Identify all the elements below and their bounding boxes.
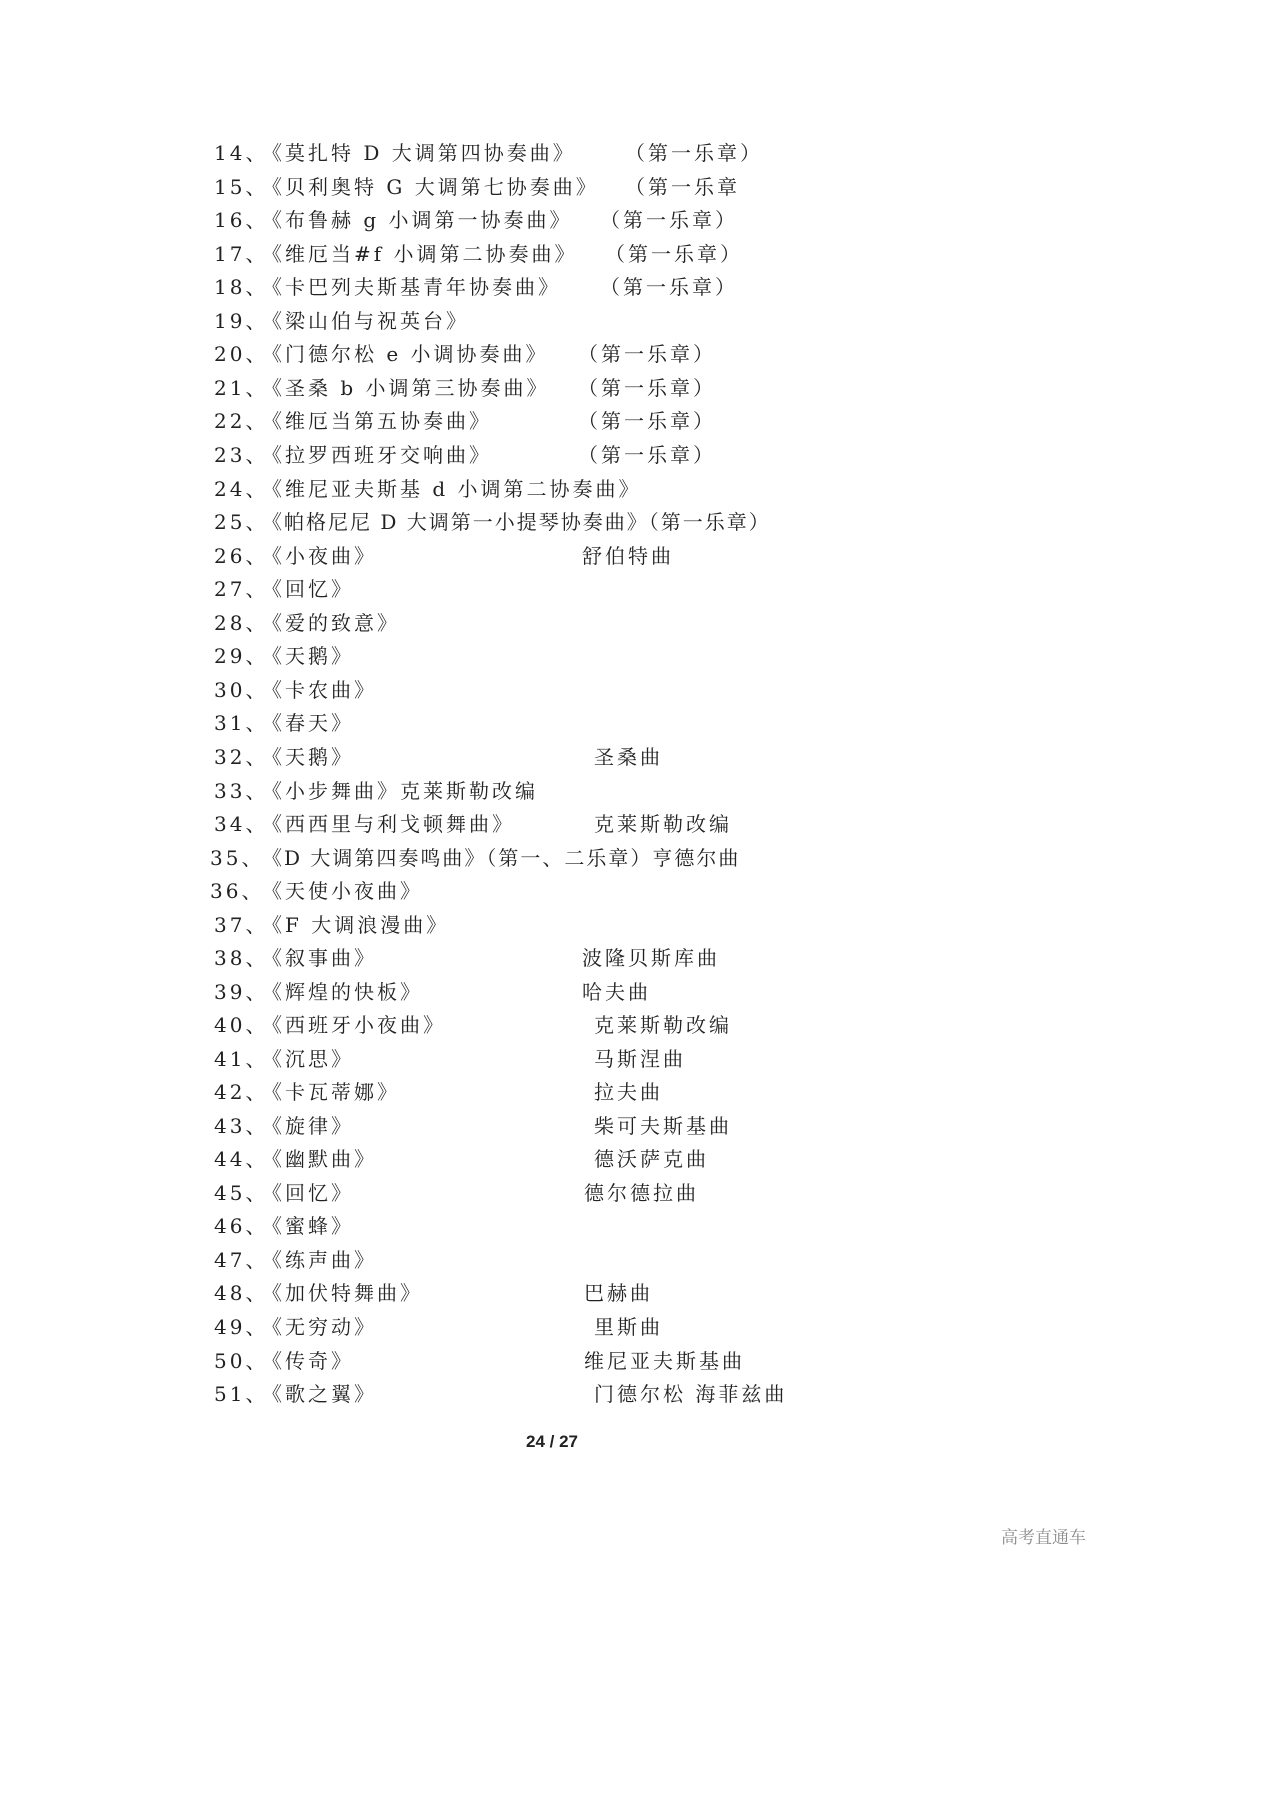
item-note: （第一乐章） [625,141,763,165]
item-title: 《维厄当#f 小调第二协奏曲》 [262,242,578,266]
item-note: （第一乐章 [625,175,740,199]
item-number: 39、 [214,980,269,1004]
item-number: 38、 [214,946,269,970]
item-number: 35、 [210,846,265,870]
list-item [0,1042,1104,1076]
item-title: 《练声曲》 [262,1248,377,1272]
list-item [0,270,1104,304]
item-title: 《回忆》 [262,1181,354,1205]
list-item [0,841,1104,875]
list-item [0,1344,1104,1378]
list-item [0,505,1104,539]
item-title: 《春天》 [262,711,354,735]
item-title: 《维尼亚夫斯基 d 小调第二协奏曲》 [262,477,642,501]
list-item [0,1176,1104,1210]
list-item [0,472,1104,506]
item-number: 28、 [214,611,269,635]
watermark-text: 高考直通车 [1001,1528,1086,1548]
item-number: 37、 [214,913,269,937]
item-title: 《小步舞曲》克莱斯勒改编 [262,779,538,803]
item-title: 《梁山伯与祝英台》 [262,309,469,333]
item-title: 《拉罗西班牙交响曲》 [262,443,492,467]
item-note: （第一乐章） [605,242,743,266]
list-item [0,706,1104,740]
item-note: 门德尔松 海菲兹曲 [594,1382,788,1406]
list-item [0,237,1104,271]
item-number: 22、 [214,409,269,433]
item-title: 《无穷动》 [262,1315,377,1339]
item-title: 《莫扎特 D 大调第四协奏曲》 [262,141,576,165]
item-note: 巴赫曲 [584,1281,653,1305]
item-number: 50、 [214,1349,269,1373]
item-note: 德沃萨克曲 [594,1147,709,1171]
item-number: 41、 [214,1047,269,1071]
item-number: 24、 [214,477,269,501]
item-title: 《D 大调第四奏鸣曲》（第一、二乐章）亨德尔曲 [262,846,741,870]
list-item [0,1142,1104,1176]
item-number: 34、 [214,812,269,836]
list-item [0,1243,1104,1277]
item-note: 克莱斯勒改编 [594,1013,732,1037]
item-number: 15、 [214,175,269,199]
list-item [0,874,1104,908]
item-number: 47、 [214,1248,269,1272]
item-title: 《幽默曲》 [262,1147,377,1171]
item-note: 舒伯特曲 [582,544,674,568]
list-item [0,673,1104,707]
list-item [0,774,1104,808]
item-title: 《卡巴列夫斯基青年协奏曲》 [262,275,561,299]
list-item [0,304,1104,338]
item-number: 25、 [214,510,269,534]
list-item [0,941,1104,975]
item-title: 《蜜蜂》 [262,1214,354,1238]
item-number: 43、 [214,1114,269,1138]
item-title: 《天鹅》 [262,644,354,668]
item-title: 《西西里与利戈顿舞曲》 [262,812,515,836]
item-title: 《维厄当第五协奏曲》 [262,409,492,433]
list-item [0,908,1104,942]
item-title: 《小夜曲》 [262,544,377,568]
list-item [0,371,1104,405]
list-item [0,404,1104,438]
item-number: 20、 [214,342,269,366]
list-item [0,337,1104,371]
item-number: 45、 [214,1181,269,1205]
item-number: 18、 [214,275,269,299]
item-title: 《旋律》 [262,1114,354,1138]
list-item [0,639,1104,673]
item-number: 29、 [214,644,269,668]
item-number: 30、 [214,678,269,702]
item-title: 《卡瓦蒂娜》 [262,1080,400,1104]
item-note: （第一乐章） [578,342,716,366]
list-item [0,740,1104,774]
item-note: 维尼亚夫斯基曲 [584,1349,745,1373]
list-item [0,203,1104,237]
item-title: 《歌之翼》 [262,1382,377,1406]
item-note: （第一乐章） [578,376,716,400]
item-number: 32、 [214,745,269,769]
item-number: 21、 [214,376,269,400]
item-number: 46、 [214,1214,269,1238]
item-number: 26、 [214,544,269,568]
item-number: 51、 [214,1382,269,1406]
list-item [0,1209,1104,1243]
list-item [0,975,1104,1009]
list-item [0,807,1104,841]
item-number: 27、 [214,577,269,601]
item-note: （第一乐章） [600,275,738,299]
list-item [0,539,1104,573]
item-title: 《沉思》 [262,1047,354,1071]
item-note: 拉夫曲 [594,1080,663,1104]
list-item [0,1310,1104,1344]
item-number: 31、 [214,711,269,735]
item-number: 36、 [210,879,265,903]
list-item [0,1377,1104,1411]
item-note: （第一乐章） [578,443,716,467]
item-number: 33、 [214,779,269,803]
item-title: 《天鹅》 [262,745,354,769]
item-number: 16、 [214,208,269,232]
item-title: 《叙事曲》 [262,946,377,970]
item-title: 《帕格尼尼 D 大调第一小提琴协奏曲》（第一乐章） [262,510,771,534]
item-title: 《西班牙小夜曲》 [262,1013,446,1037]
list-item [0,136,1104,170]
list-item [0,572,1104,606]
list-item [0,1276,1104,1310]
list-item [0,1075,1104,1109]
item-title: 《门德尔松 e 小调协奏曲》 [262,342,549,366]
list-item [0,438,1104,472]
item-title: 《加伏特舞曲》 [262,1281,423,1305]
item-note: 圣桑曲 [594,745,663,769]
item-number: 40、 [214,1013,269,1037]
item-title: 《布鲁赫 g 小调第一协奏曲》 [262,208,573,232]
item-note: 波隆贝斯库曲 [582,946,720,970]
item-number: 19、 [214,309,269,333]
item-note: （第一乐章） [600,208,738,232]
item-note: 里斯曲 [594,1315,663,1339]
item-title: 《传奇》 [262,1349,354,1373]
item-title: 《F 大调浪漫曲》 [262,913,450,937]
item-note: 马斯涅曲 [594,1047,686,1071]
item-number: 14、 [214,141,269,165]
item-title: 《贝利奥特 G 大调第七协奏曲》 [262,175,599,199]
item-title: 《圣桑 b 小调第三协奏曲》 [262,376,550,400]
page-number: 24 / 27 [526,1432,578,1451]
list-item [0,1008,1104,1042]
item-note: 柴可夫斯基曲 [594,1114,732,1138]
item-title: 《卡农曲》 [262,678,377,702]
item-title: 《回忆》 [262,577,354,601]
item-number: 17、 [214,242,269,266]
item-number: 48、 [214,1281,269,1305]
list-item [0,606,1104,640]
list-item [0,1109,1104,1143]
item-title: 《辉煌的快板》 [262,980,423,1004]
item-number: 42、 [214,1080,269,1104]
item-title: 《爱的致意》 [262,611,400,635]
item-number: 49、 [214,1315,269,1339]
item-number: 23、 [214,443,269,467]
item-note: 克莱斯勒改编 [594,812,732,836]
item-note: 德尔德拉曲 [584,1181,699,1205]
item-note: （第一乐章） [578,409,716,433]
list-item [0,170,1104,204]
item-title: 《天使小夜曲》 [262,879,423,903]
item-number: 44、 [214,1147,269,1171]
item-note: 哈夫曲 [582,980,651,1004]
